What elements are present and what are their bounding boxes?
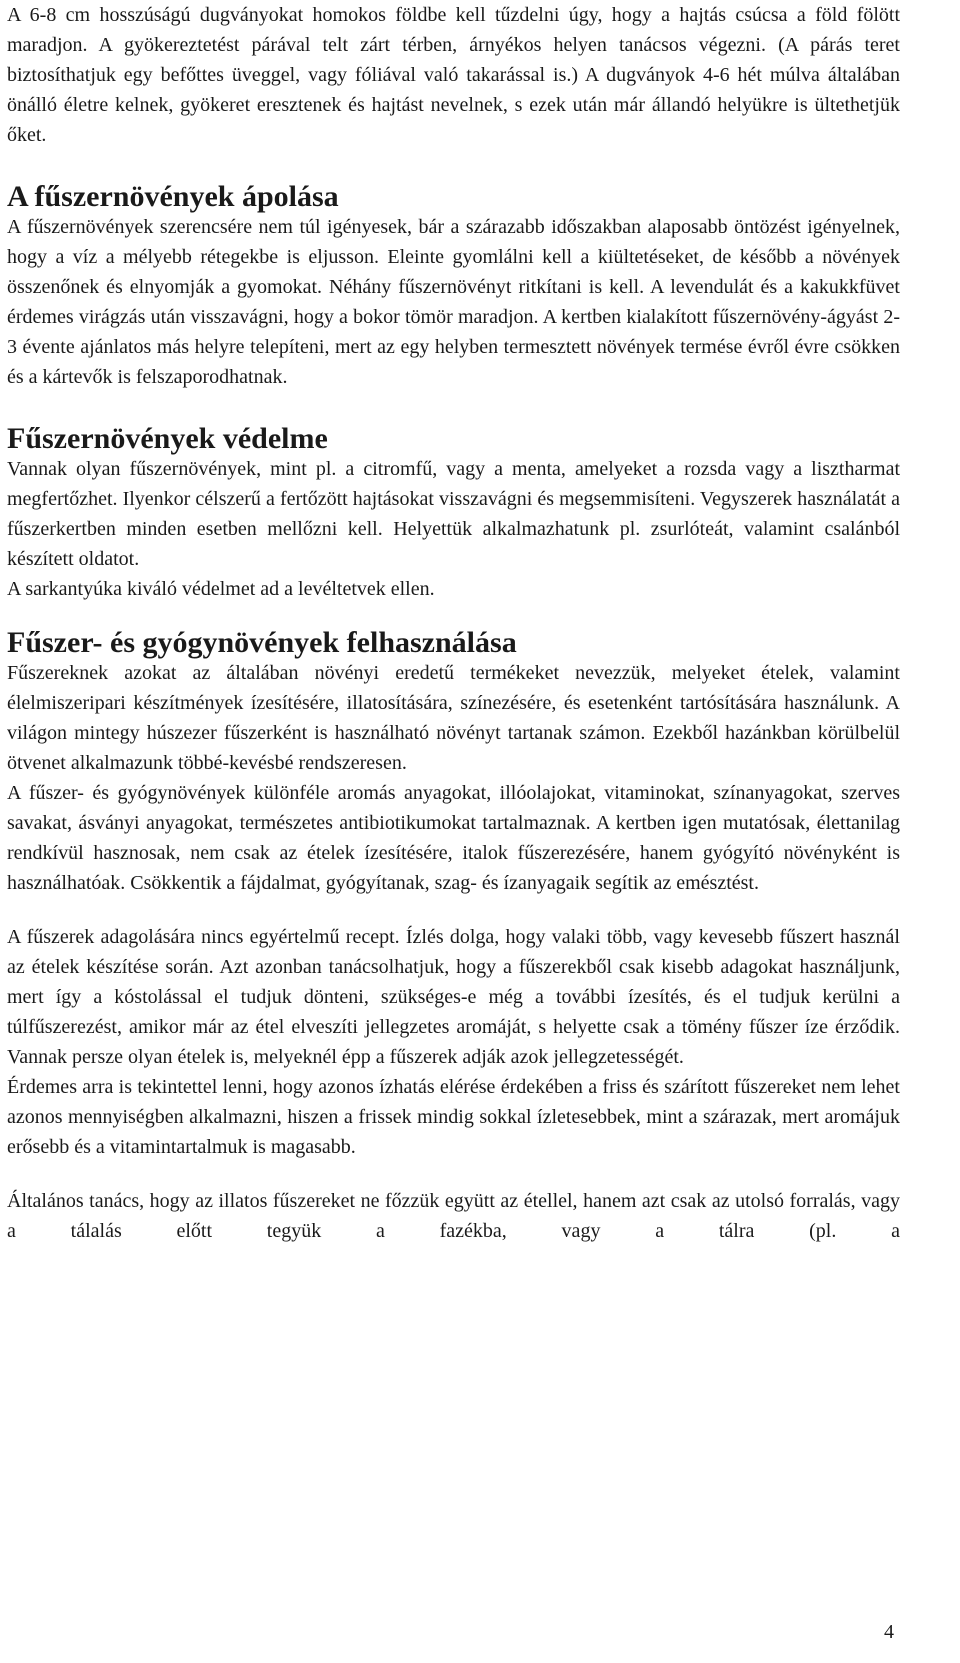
page-number: 4 xyxy=(884,1621,894,1643)
protection-paragraph: Vannak olyan fűszernövények, mint pl. a citromfű, vagy a menta, amelyeket a rozsda vagy a lisztharmat megfertőzhet. Ilyenkor célszerű a fertőzött hajtásokat visszavágni és megsemmisíteni. Vegyszerek használatát a fűszerkertben minden esetben mellőzni kell. Helyettük alkalmazhatunk pl. zsurlóteát, valamint csalánból készített oldatot. xyxy=(7,458,900,570)
dosage-paragraph-2: Érdemes arra is tekintettel lenni, hogy azonos ízhatás elérése érdekében a friss és szárított fűszereket nem lehet azonos mennyiségben alkalmazni, hiszen a frissek mindig sokkal ízletesebbek, mint a szárazak, mert aromájuk erősebb és a vitamintartalmuk is magasabb. xyxy=(7,1076,900,1158)
dosage-paragraph-1: A fűszerek adagolására nincs egyértelmű recept. Ízlés dolga, hogy valaki több, vagy kevesebb fűszert használ az ételek készítése során. Azt azonban tanácsolhatjuk, hogy a fűszerekből csak kisebb adagokat használjunk, mert így a kóstolással el tudjuk dönteni, szükséges-e még a további ízesítés, és el tudjuk kerülni a túlfűszerezést, amikor már az étel elveszíti jellegzetes aromáját, s helyette csak a tömény fűszer íze érződik. Vannak persze olyan ételek is, melyeknél épp a fűszerek adják azok jellegzetességét. xyxy=(7,926,900,1068)
care-heading: A fűszernövények ápolása xyxy=(7,180,339,213)
usage-heading: Fűszer- és gyógynövények felhasználása xyxy=(7,626,517,659)
document-page xyxy=(7,0,900,1246)
protection-note: A sarkantyúka kiváló védelmet ad a levéltetvek ellen. xyxy=(7,578,435,600)
protection-heading: Fűszernövények védelme xyxy=(7,422,328,455)
usage-paragraph-2: A fűszer- és gyógynövények különféle aromás anyagokat, illóolajokat, vitaminokat, színanyagokat, szerves savakat, ásványi anyagokat, természetes antibiotikumokat tartalmaznak. A kertben igen mutatósak, élettanilag rendkívül hasznosak, nem csak az ételek ízesítésére, italok fűszerezésére, hanem gyógyító növényként is használhatóak. Csökkentik a fájdalmat, gyógyítanak, szag- és ízanyagaik segítik az emésztést. xyxy=(7,782,900,894)
care-paragraph: A fűszernövények szerencsére nem túl igényesek, bár a szárazabb időszakban alaposabb öntözést igényelnek, hogy a víz a mélyebb rétegekbe is eljusson. Eleinte gyomlálni kell a kiültetéseket, de később a növények összenőnek és elnyomják a gyomokat. Néhány fűszernövényt ritkítani is kell. A levendulát és a kakukkfüvet érdemes virágzás után visszavágni, hogy a bokor tömör maradjon. A kertben kialakított fűszernövény-ágyást 2-3 évente ajánlatos más helyre telepíteni, mert az egy helyben termesztett növények termése évről évre csökken és a kártevők is felszaporodhatnak. xyxy=(7,216,900,388)
usage-paragraph-1: Fűszereknek azokat az általában növényi eredetű termékeket nevezzük, melyeket ételek, valamint élelmiszeripari készítmények ízesítésére, illatosítására, színezésére, és esetenként tartósítására használunk. A világon mintegy húszezer fűszerként is használható növényt tartanak számon. Ezekből hazánkban körülbelül ötvenet alkalmazunk többé-kevésbé rendszeresen. xyxy=(7,662,900,774)
advice-paragraph: Általános tanács, hogy az illatos fűszereket ne főzzük együtt az étellel, hanem azt csak az utolsó forralás, vagy a tálalás előtt tegyük a fazékba, vagy a tálra (pl. a xyxy=(7,1190,900,1242)
intro-paragraph: A 6-8 cm hosszúságú dugványokat homokos földbe kell tűzdelni úgy, hogy a hajtás csúcsa a föld fölött maradjon. A gyökereztetést párával telt zárt térben, árnyékos helyen tanácsos végezni. (A párás teret biztosíthatjuk egy befőttes üveggel, vagy fóliával való takarással is.) A dugványok 4-6 hét múlva általában önálló életre kelnek, gyökeret eresztenek és hajtást nevelnek, s ezek után már állandó helyükre is ültethetjük őket. xyxy=(7,4,900,146)
